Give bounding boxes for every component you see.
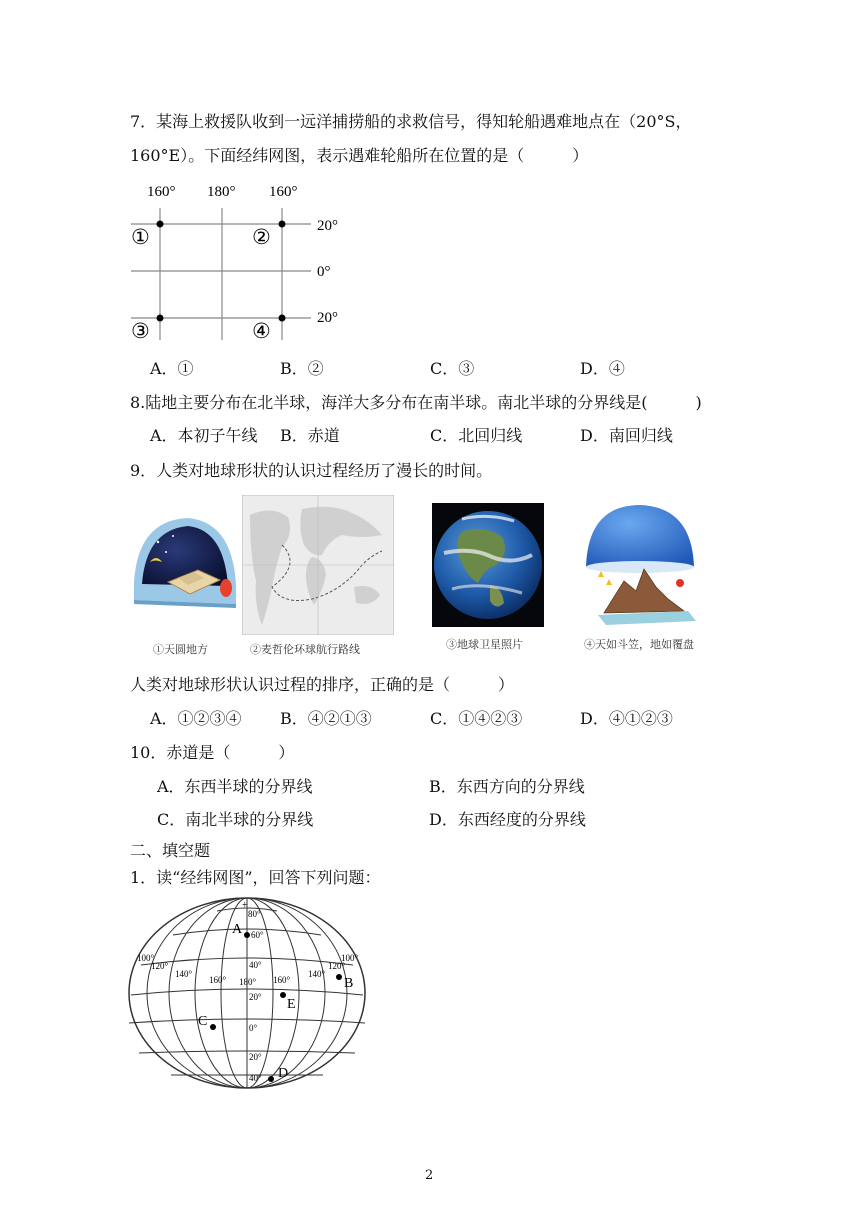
globe-north-pole-mark: + [242, 900, 248, 911]
q9-option-b[interactable]: B．④②①③ [280, 709, 372, 728]
grid-lon-label-3: 160° [269, 184, 298, 200]
lat-lon-grid-diagram [125, 178, 385, 348]
q7-stem-line1: 7．某海上救援队收到一远洋捕捞船的求救信号，得知轮船遇难地点在（20°S， [130, 112, 692, 131]
globe-point-label-a: A [232, 922, 243, 937]
globe-lat-20: 20° [249, 992, 262, 1002]
grid-point-label-1: ① [131, 225, 150, 249]
globe-point-a [244, 932, 250, 938]
q7-option-a[interactable]: A．① [150, 359, 194, 378]
globe-lat-s40: 40° [249, 1073, 262, 1083]
grid-point-4 [279, 315, 286, 322]
globe-point-c [210, 1024, 216, 1030]
globe-point-d [268, 1076, 274, 1082]
globe-point-label-d: D [278, 1066, 289, 1081]
grid-point-2 [279, 221, 286, 228]
q7-option-b[interactable]: B．② [280, 359, 324, 378]
s2-q1-stem: 1．读“经纬网图”，回答下列问题： [130, 868, 381, 887]
q10-option-b[interactable]: B．东西方向的分界线 [429, 777, 585, 796]
grid-lat-label-2: 0° [317, 264, 331, 280]
world-map-route-icon [242, 495, 394, 635]
globe-lon-100w: 100° [137, 953, 155, 963]
globe-lon-120e: 120° [328, 961, 346, 971]
q9-option-c[interactable]: C．①④②③ [430, 709, 523, 728]
globe-lon-120w: 120° [151, 961, 169, 971]
globe-lon-140w: 140° [175, 969, 193, 979]
globe-point-label-b: B [344, 976, 354, 991]
dome-square-earth-icon [128, 512, 238, 622]
earth-photo-icon [432, 503, 544, 627]
q9-stem: 9．人类对地球形状的认识过程经历了漫长的时间。 [130, 461, 493, 480]
grid-point-label-2: ② [252, 225, 271, 249]
q7-option-c[interactable]: C．③ [430, 359, 475, 378]
grid-point-label-3: ③ [131, 319, 150, 343]
q10-option-a[interactable]: A．东西半球的分界线 [157, 777, 313, 796]
section-title: 二、填空题 [130, 841, 211, 860]
q9-caption-2: ②麦哲伦环球航行路线 [250, 643, 360, 656]
q9-question: 人类对地球形状认识过程的排序，正确的是（ ） [130, 675, 515, 694]
globe-point-b [336, 974, 342, 980]
globe-lon-160w: 160° [209, 975, 227, 985]
globe-point-label-e: E [287, 997, 296, 1012]
grid-lon-label-1: 160° [147, 184, 176, 200]
dome-mountain-icon [584, 503, 698, 627]
q8-option-b[interactable]: B．赤道 [280, 426, 340, 445]
globe-lon-140e: 140° [308, 969, 326, 979]
q9-caption-4: ④天如斗笠，地如覆盘 [584, 638, 694, 651]
grid-point-1 [157, 221, 164, 228]
globe-lat-60: 60° [251, 930, 264, 940]
grid-lat-label-3: 20° [317, 310, 338, 326]
q9-option-a[interactable]: A．①②③④ [150, 709, 242, 728]
q10-stem: 10．赤道是（ ） [130, 743, 295, 762]
globe-point-e [280, 992, 286, 998]
q9-caption-3: ③地球卫星照片 [446, 638, 523, 651]
grid-lat-label-1: 20° [317, 218, 338, 234]
q7-stem-line2: 160°E）。下面经纬网图，表示遇难轮船所在位置的是（ ） [130, 146, 589, 165]
q8-option-c[interactable]: C．北回归线 [430, 426, 523, 445]
q8-option-a[interactable]: A．本初子午线 [150, 426, 258, 445]
q8-option-d[interactable]: D．南回归线 [580, 426, 673, 445]
globe-lat-s20: 20° [249, 1052, 262, 1062]
q10-option-d[interactable]: D．东西经度的分界线 [429, 810, 586, 829]
globe-lon-180: 180° [239, 977, 257, 987]
globe-lat-0: 0° [249, 1023, 258, 1033]
q8-stem: 8.陆地主要分布在北半球，海洋大多分布在南半球。南北半球的分界线是( ) [130, 393, 702, 412]
globe-point-label-c: C [198, 1014, 208, 1029]
page-number: 2 [425, 1168, 434, 1183]
grid-lon-label-2: 180° [207, 184, 236, 200]
globe-lon-100e: 100° [341, 953, 359, 963]
globe-lat-80: 80° [248, 909, 261, 919]
q9-option-d[interactable]: D．④①②③ [580, 709, 673, 728]
q7-option-d[interactable]: D．④ [580, 359, 625, 378]
grid-point-3 [157, 315, 164, 322]
globe-graticule-diagram [125, 895, 375, 1095]
q10-option-c[interactable]: C．南北半球的分界线 [157, 810, 314, 829]
globe-lon-160e: 160° [273, 975, 291, 985]
q9-caption-1: ①天圆地方 [153, 643, 208, 656]
grid-point-label-4: ④ [252, 319, 271, 343]
globe-lat-40: 40° [249, 960, 262, 970]
